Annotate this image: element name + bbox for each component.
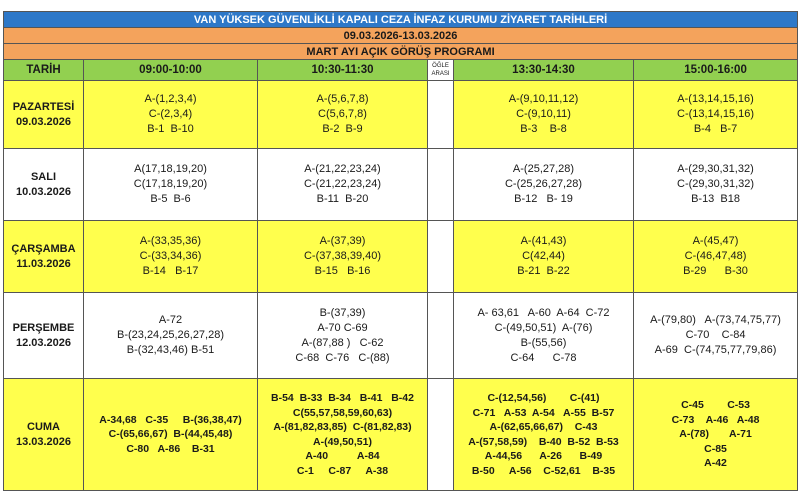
visit-group-line: A-72 [158,314,183,326]
visit-group-line: B-(37,39) [319,306,366,319]
visit-group-line: C-(25,26,27,28) [504,178,583,190]
day-cell [4,379,84,491]
day-date: 12.03.2026 [15,336,72,349]
visit-group-line: A-(57,58,59) B-40 B-52 B-53 [468,435,619,448]
visit-slot-cell-slot2 [258,221,428,293]
visit-group-line: B-29 B-30 [683,265,748,277]
title-row [4,12,798,28]
visit-group-line: B-4 B-7 [693,123,738,135]
visit-group-line: C-70 C-84 [685,329,746,341]
visit-group-line: B-(55,56) [520,336,567,349]
visit-group-line: C-(46,47,48) [684,250,747,262]
visit-group-line: C-80 A-86 B-31 [126,442,215,455]
program-title-row [4,44,798,60]
visit-group-line: A-(21,22,23,24) [304,163,381,175]
visit-group-line: C-(12,54,56) C-(41) [487,392,600,404]
visit-group-line: B-14 B-17 [142,265,199,277]
visit-slot-cell-slot1 [84,221,258,293]
day-name: CUMA [27,420,60,433]
visit-group-line: C-1 C-87 A-38 [296,464,389,477]
visit-slot-cell-slot1 [84,149,258,221]
visit-group-line: A-(49,50,51) [313,435,372,448]
day-cell [4,293,84,379]
visit-group-line: A-(87,88 ) C-62 [301,336,384,349]
visit-slot-cell-slot4 [634,293,798,379]
visit-slot-cell-slot2 [258,81,428,149]
visit-group-line: A-(9,10,11,12) [508,93,579,105]
visit-group-line: C-45 C-53 [681,399,750,412]
day-row [4,293,798,379]
visit-group-line: C-(13,14,15,16) [677,108,755,120]
visit-group-line: A-(37,39) [319,235,366,247]
header-slot-2: 10:30-11:30 [258,60,428,81]
visit-group-line: B-(23,24,25,26,27,28) [116,329,225,341]
visit-group-line: C-(9,10,11) [516,108,571,120]
visit-slot-cell-slot4 [634,81,798,149]
lunch-break-cell [428,81,454,149]
header-date: TARİH [4,60,84,81]
day-name: PERŞEMBE [12,321,75,334]
visit-group-line: C(5,6,7,8) [318,108,367,120]
visit-group-line: A-(13,14,15,16) [677,93,754,105]
header-slot-1: 09:00-10:00 [84,60,258,81]
visit-group-line: A-(79,80) A-(73,74,75,77) [650,314,781,326]
visit-group-line: A-(41,43) [520,235,567,247]
visit-slot-cell-slot1 [84,293,258,379]
date-range-row [4,28,798,44]
day-date: 09.03.2026 [15,115,72,128]
day-row [4,221,798,293]
day-row [4,81,798,149]
visit-group-line: B-50 A-56 C-52,61 B-35 [471,464,616,477]
header-break-line-1: ÖĞLE [432,63,449,69]
header-slot-3: 13:30-14:30 [454,60,634,81]
day-date: 11.03.2026 [16,257,71,270]
visit-slot-cell-slot3 [454,293,634,379]
day-name: SALI [30,170,57,183]
date-range: 09.03.2026-13.03.2026 [4,28,798,44]
visit-group-line: A-(5,6,7,8) [316,93,369,105]
visit-group-line: A-(45,47) [692,235,739,247]
day-cell [4,81,84,149]
day-row [4,379,798,491]
visit-group-line: A-(29,30,31,32) [677,163,754,175]
visit-group-line: C-85 [704,442,727,455]
schedule-body [4,81,798,491]
header-break-line-2: ARASI [431,71,450,77]
visit-group-line: A- 63,61 A-60 A-64 C-72 [477,306,610,319]
visit-slot-cell-slot3 [454,379,634,491]
visit-group-line: B-3 B-8 [520,123,567,135]
visit-slot-cell-slot3 [454,221,634,293]
lunch-break-cell [428,149,454,221]
header-lunch-break [428,60,454,81]
visit-group-line: C(55,57,58,59,60,63) [292,406,393,419]
visit-slot-cell-slot4 [634,379,798,491]
visit-group-line: B-12 B- 19 [514,193,573,205]
visit-group-line: A-44,56 A-26 B-49 [484,450,603,462]
day-date: 13.03.2026 [15,435,72,448]
visit-group-line: C-(65,66,67) B-(44,45,48) [108,428,233,441]
lunch-break-cell [428,293,454,379]
day-cell [4,221,84,293]
visit-group-line: B-13 B18 [691,193,740,205]
visit-slot-cell-slot3 [454,81,634,149]
visit-slot-cell-slot4 [634,149,798,221]
visit-group-line: A(17,18,19,20) [134,163,207,175]
visit-group-line: C(42,44) [522,250,565,262]
visit-group-line: A-(81,82,83,85) C-(81,82,83) [273,421,412,433]
visit-slot-cell-slot1 [84,379,258,491]
day-cell [4,149,84,221]
header-slot-4: 15:00-16:00 [634,60,798,81]
visit-group-line: A-(62,65,66,67) C-43 [489,421,598,433]
lunch-break-cell [428,379,454,491]
visit-group-line: B-54 B-33 B-34 B-41 B-42 [271,392,414,404]
column-header-row [4,60,798,81]
visit-group-line: C-73 A-46 A-48 [671,413,760,426]
visit-group-line: B-5 B-6 [150,193,191,205]
visit-group-line: C-(37,38,39,40) [303,250,382,262]
visit-group-line: A-(78) A-71 [679,428,752,441]
visit-group-line: A-34,68 C-35 B-(36,38,47) [99,413,242,426]
visit-group-line: C-64 C-78 [510,351,577,364]
lunch-break-cell [428,221,454,293]
visit-group-line: C-71 A-53 A-54 A-55 B-57 [472,406,615,419]
schedule-title: VAN YÜKSEK GÜVENLİKLİ KAPALI CEZA İNFAZ KURUMU ZİYARET TARİHLERİ [4,12,798,28]
visit-group-line: B-2 B-9 [322,123,363,135]
visit-schedule-table [3,11,798,491]
visit-group-line: B-15 B-16 [314,265,371,277]
visit-slot-cell-slot1 [84,81,258,149]
day-name: PAZARTESİ [12,100,75,113]
program-title: MART AYI AÇIK GÖRÜŞ PROGRAMI [4,44,798,60]
visit-group-line: C(17,18,19,20) [133,178,208,190]
visit-group-line: A-(25,27,28) [512,163,575,175]
visit-group-line: A-(1,2,3,4) [144,93,197,105]
day-row [4,149,798,221]
visit-group-line: C-(21,22,23,24) [303,178,382,190]
day-date: 10.03.2026 [15,185,72,198]
visit-group-line: C-(29,30,31,32) [677,178,755,190]
visit-group-line: A-69 C-(74,75,77,79,86) [654,344,777,356]
visit-group-line: B-11 B-20 [316,193,369,205]
visit-group-line: A-(33,35,36) [139,235,202,247]
visit-group-line: B-21 B-22 [517,265,570,277]
visit-group-line: C-(49,50,51) A-(76) [494,321,593,334]
visit-group-line: C-68 C-76 C-(88) [295,351,390,364]
visit-slot-cell-slot2 [258,379,428,491]
visit-slot-cell-slot3 [454,149,634,221]
day-name: ÇARŞAMBA [11,242,76,255]
visit-slot-cell-slot4 [634,221,798,293]
visit-slot-cell-slot2 [258,293,428,379]
visit-group-line: B-1 B-10 [147,123,194,135]
visit-group-line: B-(32,43,46) B-51 [126,344,215,356]
visit-group-line: A-40 A-84 [305,450,380,462]
visit-group-line: C-(33,34,36) [139,250,202,262]
visit-group-line: A-70 C-69 [317,321,368,334]
visit-schedule-sheet [3,11,797,491]
visit-group-line: C-(2,3,4) [148,108,193,120]
visit-slot-cell-slot2 [258,149,428,221]
visit-group-line: A-42 [704,457,727,470]
